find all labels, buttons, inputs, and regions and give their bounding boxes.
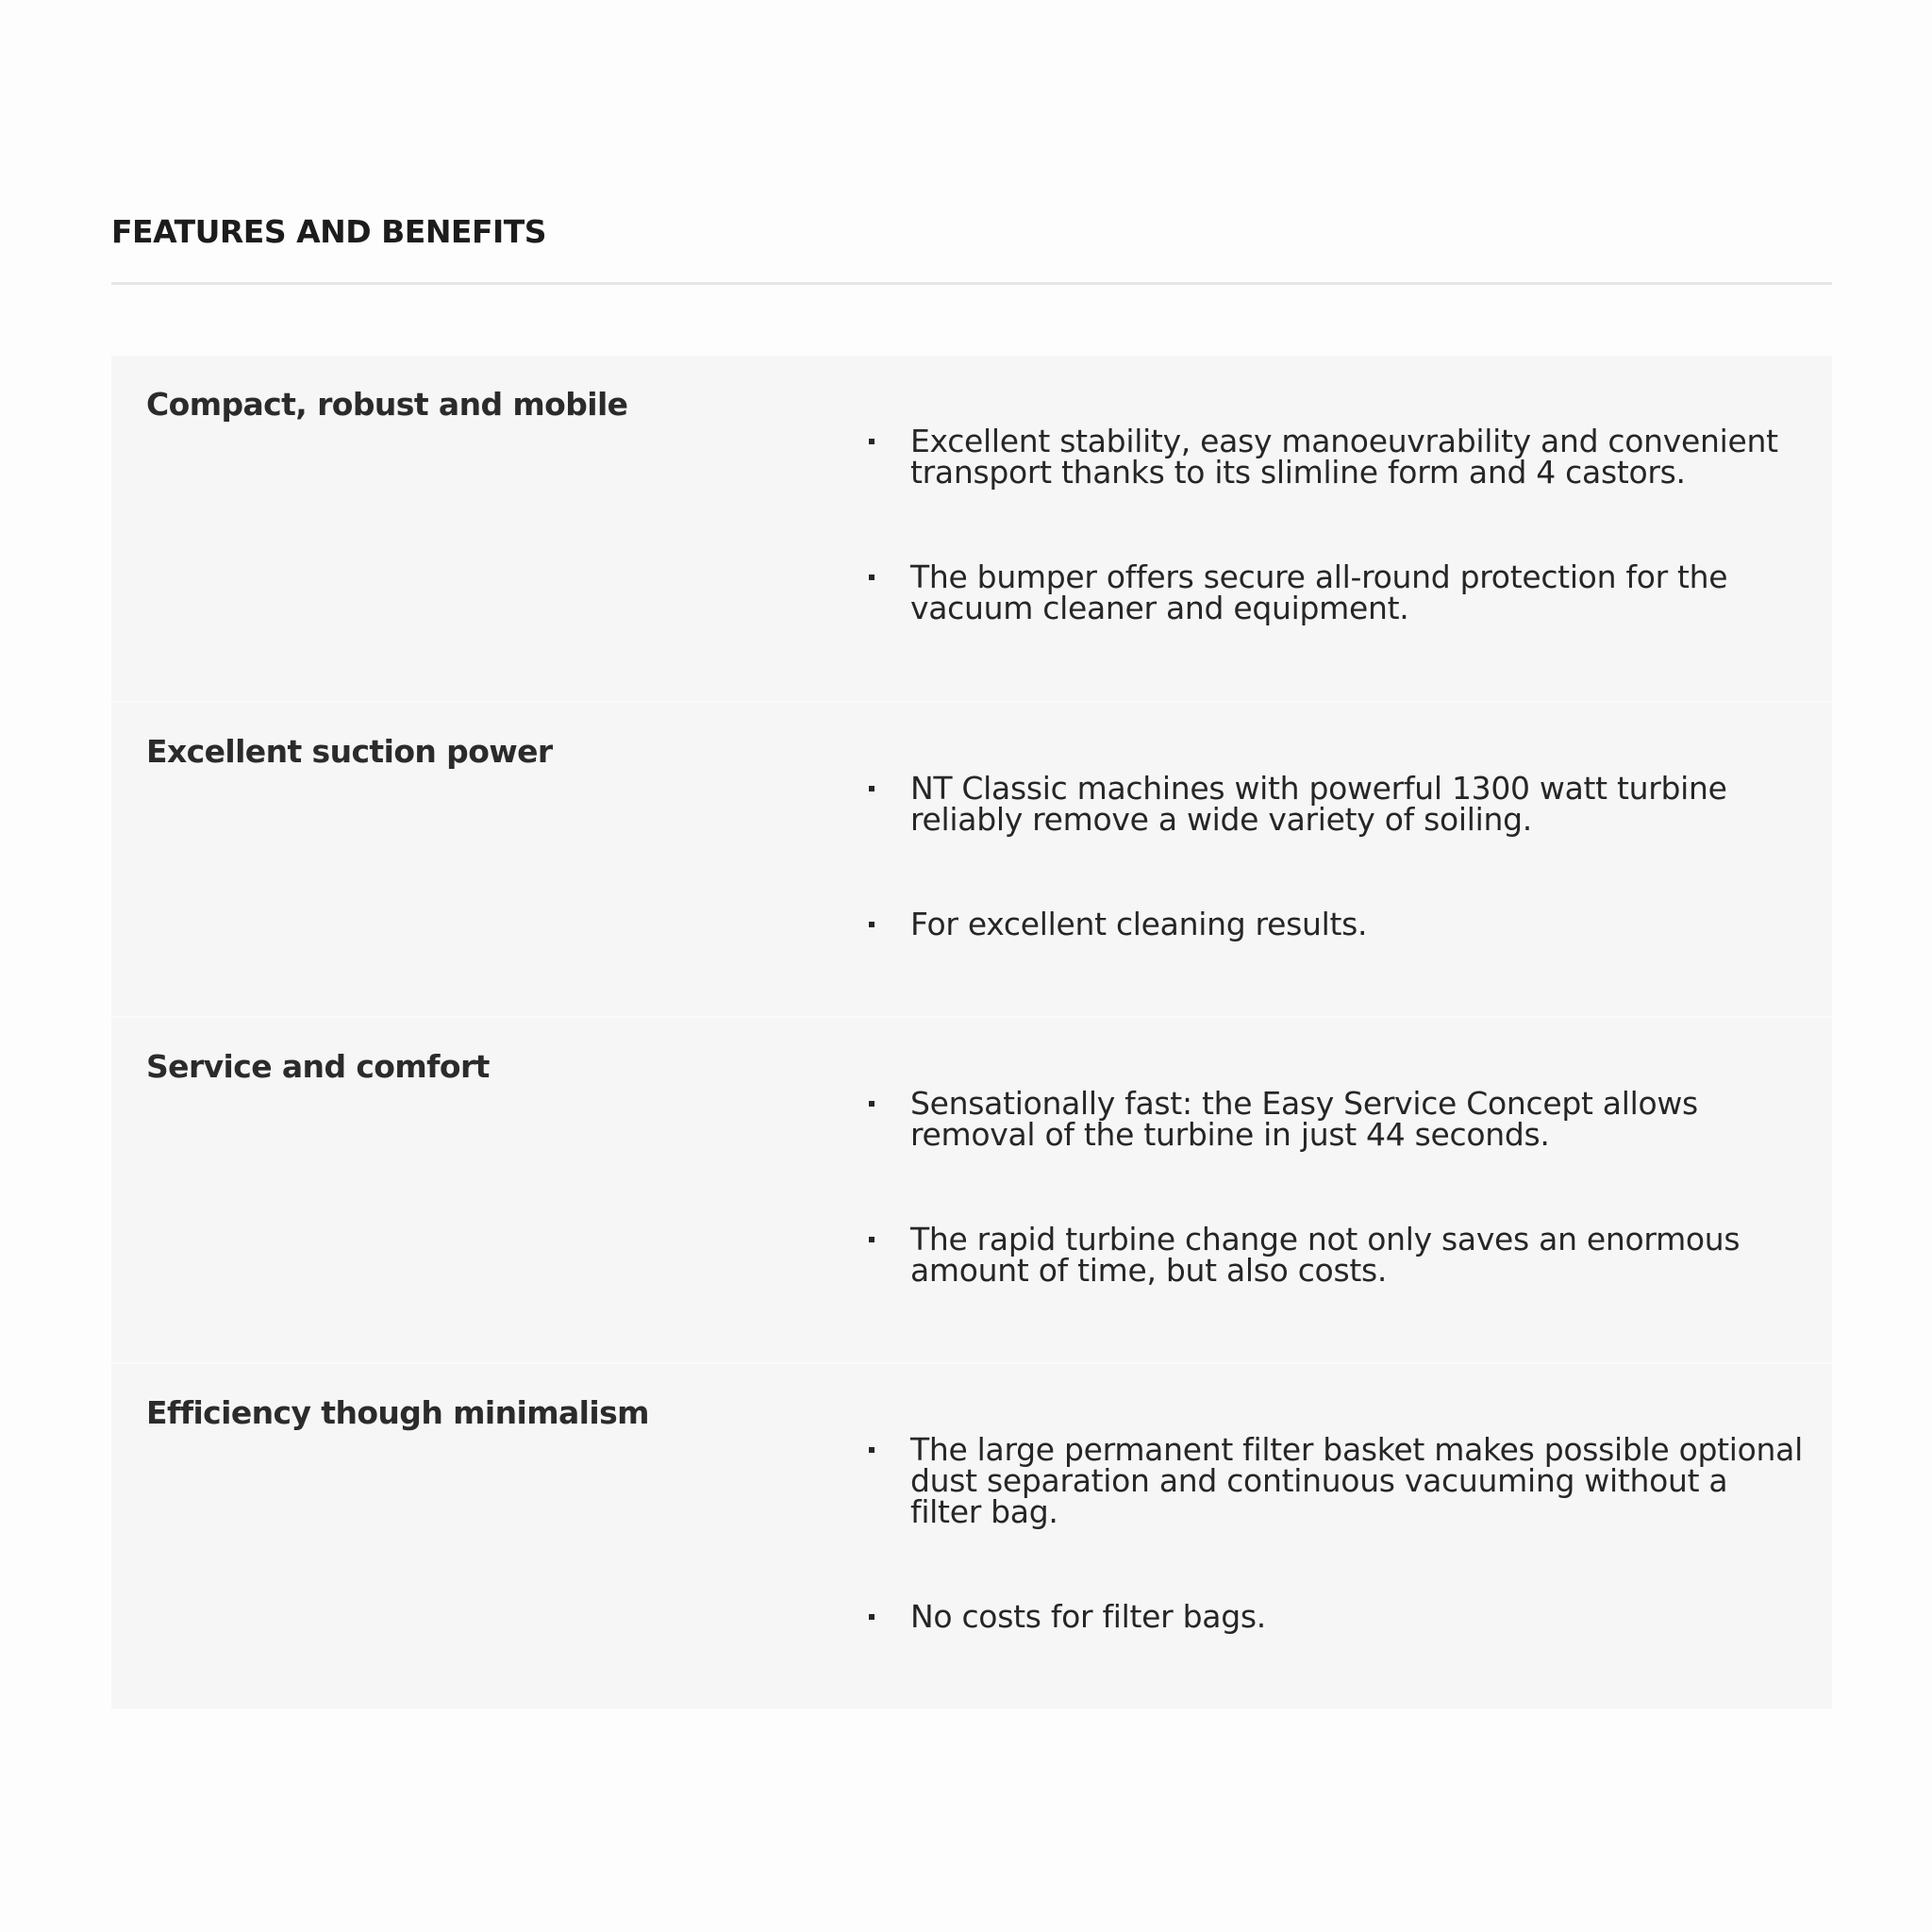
bullet-icon [869,1101,874,1107]
bullet-icon [869,439,874,444]
feature-point-text: Excellent stability, easy manoeuvrability and convenient transport thanks to its slimline form and 4 castors. [910,423,1778,491]
list-item [869,1221,1803,1289]
feature-point-text: No costs for filter bags. [910,1598,1266,1635]
feature-row [111,1362,1832,1708]
bullet-icon [869,1237,874,1242]
bullet-icon [869,922,874,927]
feature-list [869,425,1803,624]
feature-heading: Efficiency though minimalism [146,1394,649,1431]
feature-row [111,701,1832,1016]
section-title: FEATURES AND BENEFITS [111,213,547,250]
feature-heading: Excellent suction power [146,733,553,770]
list-item [869,770,1803,838]
list-item [869,1431,1803,1530]
feature-list [869,1085,1803,1289]
feature-row [111,1016,1832,1362]
list-item [869,1598,1803,1635]
feature-heading: Compact, robust and mobile [146,386,628,423]
feature-list [869,770,1803,942]
feature-point-text: The large permanent filter basket makes possible optional dust separation and continuous vacuuming without a filter bag. [910,1431,1803,1530]
feature-row [111,356,1832,701]
bullet-icon [869,575,874,580]
bullet-icon [869,1447,874,1453]
list-item [869,908,1803,940]
section-divider [111,282,1832,285]
feature-point-text: The bumper offers secure all-round protection for the vacuum cleaner and equipment. [910,558,1728,626]
feature-list [869,1431,1803,1635]
list-item [869,1085,1803,1153]
feature-point-text: NT Classic machines with powerful 1300 watt turbine reliably remove a wide variety of soiling. [910,770,1727,838]
bullet-icon [869,786,874,791]
list-item [869,558,1803,626]
feature-point-text: Sensationally fast: the Easy Service Concept allows removal of the turbine in just 44 seconds. [910,1085,1698,1153]
list-item [869,423,1803,491]
bullet-icon [869,1614,874,1620]
feature-point-text: The rapid turbine change not only saves an enormous amount of time, but also costs. [910,1221,1740,1289]
features-table [111,356,1832,1708]
feature-point-text: For excellent cleaning results. [910,906,1368,942]
feature-heading: Service and comfort [146,1048,490,1085]
